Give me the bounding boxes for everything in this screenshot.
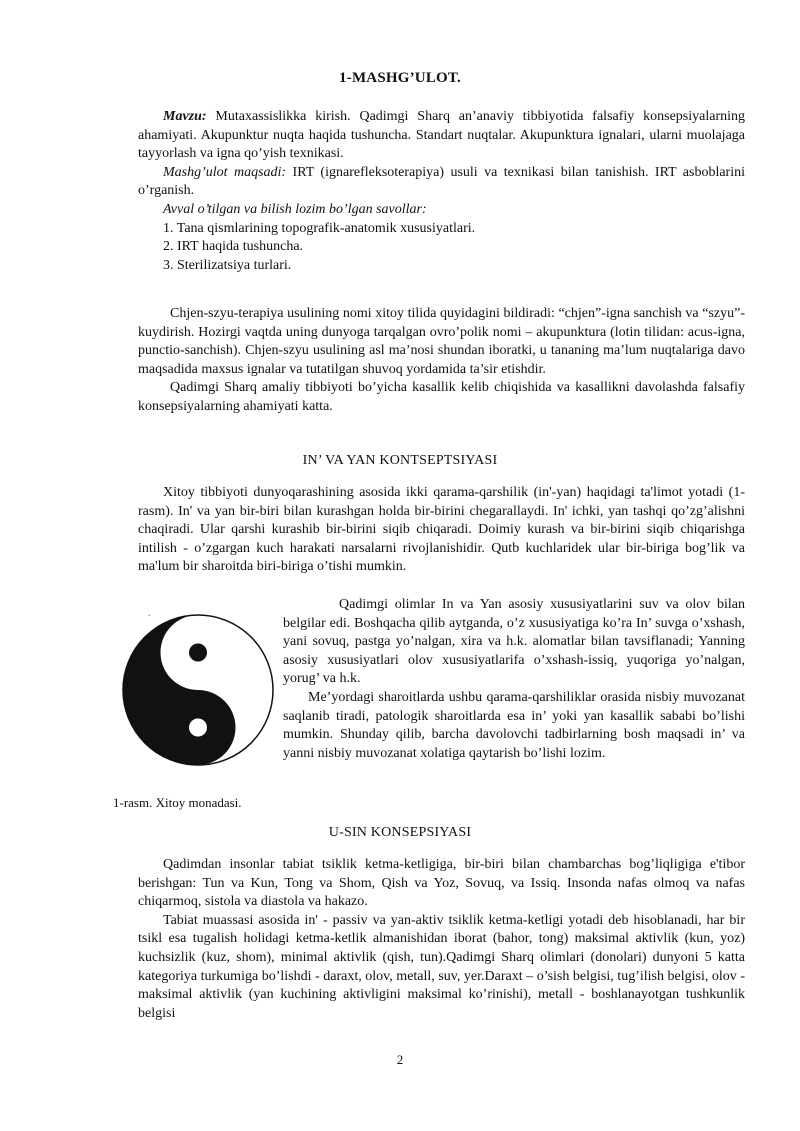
section2-block xyxy=(138,484,745,577)
page-title: 1-MASHG’ULOT. xyxy=(339,70,461,86)
figure-caption: 1-rasm. Xitoy monadasi. xyxy=(113,795,242,810)
mavzu-text: Mutaxassislikka kirish. Qadimgi Sharq an’anaviy tibbiyotida falsafiy konsepsiyalarning ahamiyati. Akupunktur nuqta haqida tushuncha. Standart nuqtalar. Akupunktura ignalari, ularni muolajaga tayyorlash va igna qo’yish texnikasi. xyxy=(138,109,745,162)
page-number: 2 xyxy=(396,1052,404,1067)
list-item: 3. Sterilizatsiya turlari. xyxy=(163,257,292,273)
body-paragraph: Chjen-szyu-terapiya usulining nomi xitoy tilida quyidagini bildiradi: “chjen”-igna sanchish va “szyu”-kuydirish. Hozirgi vaqtda uning dunyoga tarqalgan ovro’polik nomi – akupunktura (lotin tilidan: acus-igna, punctio-sanchish). Chjen-szyu usulining asl ma’nosi shundan iboratki, u tananing ma’lum nuqtalariga davo maqsadida maxsus ignalar va tutatilgan shuvoq yordamida ta’sir etishdir. xyxy=(138,306,745,377)
body-paragraph: Me’yordagi sharoitlarda ushbu qarama-qarshiliklar orasida nisbiy muvozanat saqlanib tiradi, patologik sharoitlarda esa in’ yoki yan kasallik sababi bo’lishi mumkin. Shunday qilib, barcha davolovchi tadbirlarning bosh maqsadi in’ va yanni nisbiy muvozanat xolatiga qaytarish bo’lishi lozim. xyxy=(283,689,745,761)
body-paragraph: Qadimgi Sharq amaliy tibbiyoti bo’yicha kasallik kelib chiqishida va kasallikni davolashda falsafiy konsepsiyalarning ahamiyati katta. xyxy=(138,380,745,414)
maqsad-paragraph xyxy=(138,164,745,201)
figure-side-text xyxy=(283,596,745,763)
section-heading-u-sin: U-SIN KONSEPSIYASI xyxy=(328,825,472,840)
maqsad-text: IRT (ignarefleksoterapiya) usuli va texnikasi bilan tanishish. IRT asboblarini o’rganish. xyxy=(138,164,746,199)
body-paragraph: Qadimdan insonlar tabiat tsiklik ketma-ketligiga, bir-biri bilan chambarchas bog’liqligiga e'tibor berishgan: Tun va Kun, Tong va Shom, Qish va Yoz, Sovuq, va Issiq. Insonda nafas olmoq va nafas chiqarmoq, sistola va diastola va hakazo. xyxy=(138,857,745,910)
maqsad-label: Mashg’ulot maqsadi: xyxy=(163,164,287,180)
mavzu-paragraph xyxy=(138,108,745,164)
yin-yang-icon xyxy=(118,610,278,770)
body-paragraph: Tabiat muassasi asosida in' - passiv va yan-aktiv tsiklik ketma-ketligi yotadi deb hisoblanadi, har bir tsikl esa tugalish holidagi ketma-ketlik almanishidan iborat (bahor, tong) maksimal aktivlik (kun, yoz) kuchsizlik (kuz, shom), minimal aktivlik (qish, tun).Qadimgi Sharq olimlari (donolari) dunyoni 5 katta kategoriya turkumiga bo’lishdi - daraxt, olov, metall, suv, yer.Daraxt – o’sish belgisi, tug’ilish belgisi, olov - maksimal aktivlik (yan kuchining aktivligini maksimal ko’rinishi), metall - boshlanayotgan tushkunlik belgisi xyxy=(138,912,745,1021)
body-paragraph: Xitoy tibbiyoti dunyoqarashining asosida ikki qarama-qarshilik (in'-yan) haqidagi ta'limot yotadi (1-rasm). In' va yan bir-biri bilan kurashgan holda bir-birini chegarallaydi. In' ichki, yan tashqi qo’zg’alishni chaqiradi. Ular qarshi kurashib bir-birini siqib chiqaradi. Doimiy kurash va bir-birini siqib chiqarishga intilish - o’zgargan kuch harakati narsalarni rivojlanishidir. Qutb kuchlaridek ular bir-biriga bog’lik va ma'lum bir sharoitda biri-biriga o’tishi mumkin. xyxy=(138,485,745,575)
section-heading-in-yan: IN’ VA YAN KONTSEPTSIYASI xyxy=(302,453,498,468)
body-paragraph: Qadimgi olimlar In va Yan asosiy xususiyatlarini suv va olov bilan belgilar edi. Boshqacha qilib aytganda, o’z xususiyatiga ko’ra In’ suvga o’xshash, yani sovuq, pastga yo’nalgan, xira va h.k. alomatlar bilan tavsiflanadi; Yanning asosiy xususiyatlari olov xususiyatlarifa o’xshash-issiq, yuqoriga yo’nalgan, yorug’ va h.k. xyxy=(283,597,745,687)
questions-list xyxy=(138,220,745,276)
list-item: 1. Tana qismlarining topografik-anatomik xususiyatlari. xyxy=(163,220,476,236)
section1-block xyxy=(138,305,745,417)
yin-yang-figure xyxy=(118,610,278,770)
questions-label: Avval o’tilgan va bilish lozim bo’lgan savollar: xyxy=(163,201,427,217)
figure-mark: . xyxy=(148,608,151,619)
mavzu-label: Mavzu: xyxy=(163,109,207,124)
intro-block xyxy=(138,108,745,275)
section3-block xyxy=(138,856,745,1023)
list-item: 2. IRT haqida tushuncha. xyxy=(163,239,304,255)
